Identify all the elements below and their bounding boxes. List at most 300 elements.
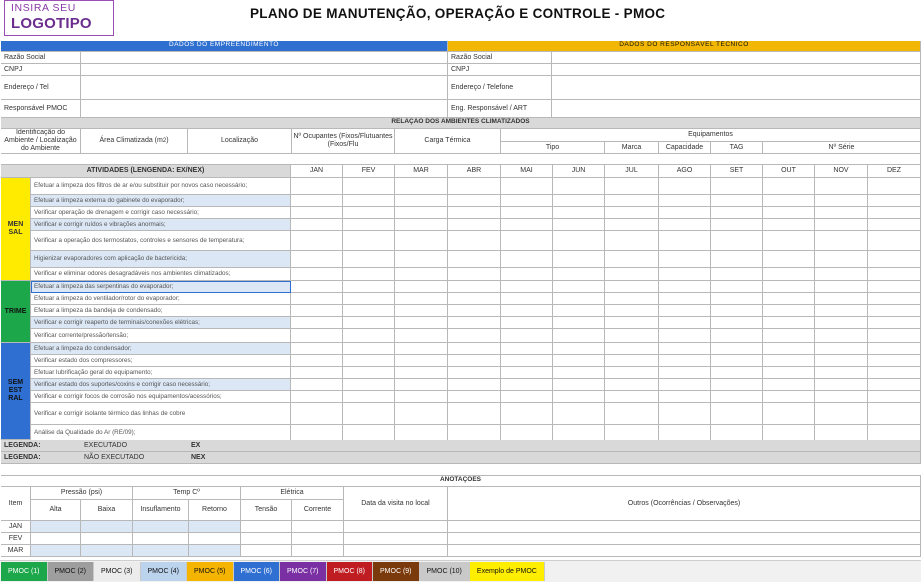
activity-cell[interactable] — [501, 195, 553, 207]
activity-cell[interactable] — [605, 178, 659, 195]
activity-cell[interactable] — [659, 178, 711, 195]
activity-cell[interactable] — [763, 281, 815, 293]
ann-hdr-outros: Outros (Ocorrências / Observações) — [448, 487, 921, 521]
activity-cell[interactable] — [343, 367, 395, 379]
activity-cell[interactable] — [501, 391, 553, 403]
activity-cell[interactable] — [711, 195, 763, 207]
activity-cell[interactable] — [763, 231, 815, 251]
ann-cell[interactable] — [292, 545, 344, 557]
activity-cell[interactable] — [868, 391, 921, 403]
resp-field-value[interactable] — [552, 100, 921, 118]
ann-cell[interactable] — [81, 521, 133, 533]
activity-cell[interactable] — [605, 317, 659, 329]
activity-cell[interactable] — [448, 391, 501, 403]
activity-label: Verificar e corrigir isolante térmico das linhas de cobre — [31, 403, 291, 425]
activity-cell[interactable] — [291, 251, 343, 268]
ann-cell[interactable] — [344, 545, 448, 557]
activity-cell[interactable] — [868, 379, 921, 391]
legend-label: LEGENDA: — [1, 452, 81, 464]
activity-cell[interactable] — [711, 281, 763, 293]
activity-cell[interactable] — [501, 281, 553, 293]
ann-cell[interactable] — [189, 533, 241, 545]
activity-cell[interactable] — [815, 281, 868, 293]
activity-cell[interactable] — [291, 379, 343, 391]
activity-cell[interactable] — [395, 317, 448, 329]
month-header: JUN — [553, 165, 605, 178]
activity-cell[interactable] — [868, 305, 921, 317]
activity-cell[interactable] — [343, 329, 395, 343]
activity-cell[interactable] — [501, 367, 553, 379]
activity-cell[interactable] — [659, 355, 711, 367]
activity-cell[interactable] — [868, 207, 921, 219]
activity-cell[interactable] — [711, 268, 763, 281]
activity-cell[interactable] — [763, 293, 815, 305]
activity-cell[interactable] — [763, 305, 815, 317]
activity-cell[interactable] — [605, 195, 659, 207]
ann-hdr-tensao: Tensão — [241, 500, 292, 521]
activity-cell[interactable] — [291, 317, 343, 329]
activity-cell[interactable] — [291, 207, 343, 219]
month-header: DEZ — [868, 165, 921, 178]
activity-cell[interactable] — [815, 329, 868, 343]
activity-cell[interactable] — [553, 355, 605, 367]
activity-cell[interactable] — [291, 391, 343, 403]
activity-cell[interactable] — [553, 379, 605, 391]
activity-cell[interactable] — [291, 178, 343, 195]
ann-cell[interactable] — [344, 521, 448, 533]
activity-cell[interactable] — [711, 403, 763, 425]
activity-cell[interactable] — [659, 195, 711, 207]
ann-cell[interactable] — [31, 533, 81, 545]
activity-cell[interactable] — [343, 268, 395, 281]
activity-cell[interactable] — [395, 391, 448, 403]
activity-cell[interactable] — [501, 293, 553, 305]
activity-cell[interactable] — [395, 403, 448, 425]
activity-cell[interactable] — [291, 329, 343, 343]
activity-cell[interactable] — [553, 195, 605, 207]
activity-cell[interactable] — [553, 251, 605, 268]
atividades-header: ATIVIDADES (LENGENDA: EX/NEX) — [1, 165, 291, 178]
activity-cell[interactable] — [343, 403, 395, 425]
activity-cell[interactable] — [868, 329, 921, 343]
activity-cell[interactable] — [553, 403, 605, 425]
activity-cell[interactable] — [343, 219, 395, 231]
activity-cell[interactable] — [553, 178, 605, 195]
activity-cell[interactable] — [501, 355, 553, 367]
activity-cell[interactable] — [711, 219, 763, 231]
legend-desc: NÃO EXECUTADO — [81, 452, 191, 464]
sheet-tab[interactable]: PMOC (10) — [420, 562, 470, 581]
sheet-tab[interactable]: PMOC (3) — [94, 562, 141, 581]
activity-cell[interactable] — [395, 219, 448, 231]
activity-cell[interactable] — [343, 317, 395, 329]
activity-cell[interactable] — [448, 355, 501, 367]
activity-cell[interactable] — [448, 293, 501, 305]
ann-cell[interactable] — [241, 533, 292, 545]
activity-cell[interactable] — [815, 367, 868, 379]
activity-cell[interactable] — [605, 251, 659, 268]
activity-cell[interactable] — [395, 379, 448, 391]
activity-cell[interactable] — [448, 403, 501, 425]
activity-cell[interactable] — [868, 281, 921, 293]
activity-cell[interactable] — [605, 281, 659, 293]
activity-cell[interactable] — [553, 207, 605, 219]
activity-cell[interactable] — [868, 317, 921, 329]
ann-cell[interactable] — [133, 533, 189, 545]
activity-cell[interactable] — [395, 367, 448, 379]
activity-cell[interactable] — [711, 305, 763, 317]
activity-cell[interactable] — [448, 379, 501, 391]
ann-cell[interactable] — [189, 545, 241, 557]
activity-cell[interactable] — [448, 281, 501, 293]
activity-cell[interactable] — [815, 379, 868, 391]
activity-cell[interactable] — [395, 231, 448, 251]
activity-cell[interactable] — [501, 329, 553, 343]
activity-cell[interactable] — [395, 293, 448, 305]
activity-cell[interactable] — [291, 231, 343, 251]
activity-cell[interactable] — [553, 305, 605, 317]
activity-cell[interactable] — [815, 403, 868, 425]
activity-label: Análise da Qualidade do Ar (RE/09); — [31, 425, 291, 442]
activity-cell[interactable] — [553, 391, 605, 403]
activity-cell[interactable] — [763, 391, 815, 403]
ann-cell[interactable] — [31, 545, 81, 557]
activity-cell[interactable] — [395, 251, 448, 268]
activity-cell[interactable] — [553, 343, 605, 355]
activity-cell[interactable] — [501, 343, 553, 355]
activity-cell[interactable] — [448, 251, 501, 268]
ann-hdr-baixa: Baixa — [81, 500, 133, 521]
activity-cell[interactable] — [501, 231, 553, 251]
ann-cell[interactable] — [344, 533, 448, 545]
activity-cell[interactable] — [291, 343, 343, 355]
activity-cell[interactable] — [763, 219, 815, 231]
resp-field-value[interactable] — [552, 76, 921, 100]
activity-cell[interactable] — [605, 219, 659, 231]
sheet-tab[interactable]: PMOC (1) — [1, 562, 48, 581]
activity-cell[interactable] — [448, 195, 501, 207]
activity-cell[interactable] — [343, 391, 395, 403]
activity-cell[interactable] — [501, 305, 553, 317]
activity-cell[interactable] — [448, 317, 501, 329]
ann-cell[interactable] — [133, 545, 189, 557]
ann-cell[interactable] — [81, 533, 133, 545]
activity-cell[interactable] — [763, 403, 815, 425]
month-header: JAN — [291, 165, 343, 178]
sheet-tab[interactable]: PMOC (7) — [280, 562, 327, 581]
activity-cell[interactable] — [501, 178, 553, 195]
activity-cell[interactable] — [659, 251, 711, 268]
activity-cell[interactable] — [868, 178, 921, 195]
ann-cell[interactable] — [292, 521, 344, 533]
activity-cell[interactable] — [291, 268, 343, 281]
activity-cell[interactable] — [659, 391, 711, 403]
activity-cell[interactable] — [815, 231, 868, 251]
activity-cell[interactable] — [763, 379, 815, 391]
activity-cell[interactable] — [815, 178, 868, 195]
activity-cell[interactable] — [395, 281, 448, 293]
activity-cell[interactable] — [659, 268, 711, 281]
activity-cell[interactable] — [868, 251, 921, 268]
activity-cell[interactable] — [343, 355, 395, 367]
activity-cell[interactable] — [553, 367, 605, 379]
ann-cell[interactable] — [241, 545, 292, 557]
activity-cell[interactable] — [448, 305, 501, 317]
activity-cell[interactable] — [501, 403, 553, 425]
activity-cell[interactable] — [291, 219, 343, 231]
activity-cell[interactable] — [448, 343, 501, 355]
ann-cell[interactable] — [189, 521, 241, 533]
activity-cell[interactable] — [763, 268, 815, 281]
activity-cell[interactable] — [553, 219, 605, 231]
activity-cell[interactable] — [868, 367, 921, 379]
activity-cell[interactable] — [659, 379, 711, 391]
activity-cell[interactable] — [395, 355, 448, 367]
activity-cell[interactable] — [868, 268, 921, 281]
ann-cell[interactable] — [448, 521, 921, 533]
hdr-tipo: Tipo — [501, 142, 605, 154]
month-header: JUL — [605, 165, 659, 178]
activity-cell[interactable] — [659, 231, 711, 251]
activity-cell[interactable] — [815, 219, 868, 231]
activity-cell[interactable] — [763, 178, 815, 195]
activity-label: Verificar e corrigir ruídos e vibrações anormais; — [31, 219, 291, 231]
hdr-marca: Marca — [605, 142, 659, 154]
activity-cell[interactable] — [711, 178, 763, 195]
activity-cell[interactable] — [291, 195, 343, 207]
activity-cell[interactable] — [501, 219, 553, 231]
activity-cell[interactable] — [395, 305, 448, 317]
activity-cell[interactable] — [343, 343, 395, 355]
activity-cell[interactable] — [291, 305, 343, 317]
resp-field-label: CNPJ — [448, 64, 552, 76]
sheet-tab[interactable]: PMOC (6) — [234, 562, 281, 581]
activity-cell[interactable] — [291, 355, 343, 367]
ambiente-empty-row[interactable] — [1, 154, 921, 165]
activity-cell[interactable] — [868, 219, 921, 231]
activity-cell[interactable] — [605, 231, 659, 251]
activity-label: Efetuar a limpeza dos filtros de ar e/ou substituir por novos caso necessário; — [31, 178, 291, 195]
activity-cell[interactable] — [553, 231, 605, 251]
activity-cell[interactable] — [448, 207, 501, 219]
activity-cell[interactable] — [711, 293, 763, 305]
activity-cell[interactable] — [659, 305, 711, 317]
activity-cell[interactable] — [501, 207, 553, 219]
month-header: OUT — [763, 165, 815, 178]
activity-cell[interactable] — [291, 403, 343, 425]
activity-cell[interactable] — [605, 391, 659, 403]
activity-cell[interactable] — [763, 343, 815, 355]
activity-cell[interactable] — [448, 367, 501, 379]
ann-cell[interactable] — [241, 521, 292, 533]
activity-cell[interactable] — [711, 367, 763, 379]
activity-cell[interactable] — [711, 391, 763, 403]
ann-month: JAN — [1, 521, 31, 533]
spacer-row — [1, 464, 921, 476]
activity-cell[interactable] — [501, 251, 553, 268]
activity-cell[interactable] — [553, 281, 605, 293]
emp-field-value[interactable] — [81, 76, 448, 100]
ann-month: FEV — [1, 533, 31, 545]
activity-cell[interactable] — [815, 355, 868, 367]
activity-cell[interactable] — [868, 355, 921, 367]
activity-label: Verificar estado dos compressores; — [31, 355, 291, 367]
activity-cell[interactable] — [395, 178, 448, 195]
activity-cell[interactable] — [815, 317, 868, 329]
sheet-tab[interactable]: PMOC (5) — [187, 562, 234, 581]
activity-cell[interactable] — [763, 329, 815, 343]
page-title: PLANO DE MANUTENÇÃO, OPERAÇÃO E CONTROLE - PMOC — [250, 6, 666, 21]
activity-cell[interactable] — [343, 281, 395, 293]
activity-cell[interactable] — [395, 207, 448, 219]
activity-cell[interactable] — [501, 379, 553, 391]
ann-cell[interactable] — [81, 545, 133, 557]
sheet-tab[interactable]: PMOC (8) — [327, 562, 374, 581]
activity-cell[interactable] — [343, 231, 395, 251]
activity-cell[interactable] — [395, 268, 448, 281]
activity-cell[interactable] — [605, 329, 659, 343]
activity-cell[interactable] — [711, 251, 763, 268]
activity-cell[interactable] — [868, 293, 921, 305]
activity-cell[interactable] — [659, 317, 711, 329]
activity-cell[interactable] — [395, 343, 448, 355]
activity-cell[interactable] — [448, 268, 501, 281]
activity-cell[interactable] — [763, 317, 815, 329]
activity-cell[interactable] — [343, 379, 395, 391]
group-semestral — [1, 343, 31, 440]
emp-field-value[interactable] — [81, 64, 448, 76]
activity-cell[interactable] — [448, 219, 501, 231]
activity-cell[interactable] — [659, 293, 711, 305]
emp-field-label: Endereço / Tel — [1, 76, 81, 100]
activity-cell[interactable] — [605, 268, 659, 281]
activity-cell[interactable] — [763, 355, 815, 367]
sheet-tab[interactable]: PMOC (2) — [48, 562, 95, 581]
activity-cell[interactable] — [291, 367, 343, 379]
activity-cell[interactable] — [553, 329, 605, 343]
activity-cell[interactable] — [605, 207, 659, 219]
activity-cell[interactable] — [605, 403, 659, 425]
legend-code: NEX — [191, 452, 251, 464]
activity-cell[interactable] — [815, 268, 868, 281]
activity-cell[interactable] — [659, 367, 711, 379]
activity-cell[interactable] — [711, 355, 763, 367]
activity-cell[interactable] — [659, 403, 711, 425]
activity-cell[interactable] — [291, 293, 343, 305]
activity-cell[interactable] — [553, 293, 605, 305]
activity-cell[interactable] — [868, 403, 921, 425]
activity-cell[interactable] — [815, 207, 868, 219]
activity-cell[interactable] — [763, 207, 815, 219]
activity-cell[interactable] — [343, 195, 395, 207]
activity-cell[interactable] — [553, 317, 605, 329]
activity-cell[interactable] — [711, 329, 763, 343]
activity-cell[interactable] — [711, 379, 763, 391]
activity-cell[interactable] — [605, 379, 659, 391]
activity-cell[interactable] — [501, 317, 553, 329]
activity-cell[interactable] — [343, 293, 395, 305]
activity-cell[interactable] — [815, 305, 868, 317]
activity-label: Verificar corrente/pressão/tensão; — [31, 329, 291, 343]
activity-cell[interactable] — [501, 268, 553, 281]
activity-label: Efetuar a limpeza externa do gabinete do evaporador; — [31, 195, 291, 207]
activity-label: Verificar a operação dos termostatos, controles e sensores de temperatura; — [31, 231, 291, 251]
ann-hdr-corrente: Corrente — [292, 500, 344, 521]
activity-label: Verificar e corrigir reaperto de terminais/conexões elétricas; — [31, 317, 291, 329]
activity-cell[interactable] — [711, 343, 763, 355]
activity-cell[interactable] — [291, 281, 343, 293]
activity-cell[interactable] — [711, 207, 763, 219]
activity-label: Verificar estado dos suportes/coxins e corrigir caso necessário; — [31, 379, 291, 391]
activity-cell[interactable] — [659, 281, 711, 293]
activity-cell[interactable] — [395, 195, 448, 207]
ann-cell[interactable] — [133, 521, 189, 533]
hdr-carga: Carga Térmica — [395, 129, 501, 154]
activity-cell[interactable] — [815, 391, 868, 403]
activity-cell[interactable] — [605, 293, 659, 305]
emp-field-value[interactable] — [81, 100, 448, 118]
resp-field-value[interactable] — [552, 64, 921, 76]
sheet-tab[interactable]: Exemplo de PMOC — [470, 562, 545, 581]
activity-cell[interactable] — [763, 195, 815, 207]
ann-cell[interactable] — [31, 521, 81, 533]
activity-cell[interactable] — [815, 293, 868, 305]
activity-cell[interactable] — [395, 329, 448, 343]
activity-cell[interactable] — [868, 195, 921, 207]
activity-cell[interactable] — [815, 343, 868, 355]
emp-field-value[interactable] — [81, 52, 448, 64]
activity-cell[interactable] — [448, 178, 501, 195]
activity-cell[interactable] — [868, 231, 921, 251]
activity-cell[interactable] — [343, 207, 395, 219]
ann-cell[interactable] — [448, 545, 921, 557]
hdr-capacidade: Capacidade — [659, 142, 711, 154]
ann-hdr-item: Item — [1, 487, 31, 521]
activity-cell[interactable] — [868, 343, 921, 355]
activity-cell[interactable] — [343, 305, 395, 317]
sheet-tab[interactable]: PMOC (4) — [141, 562, 188, 581]
activity-cell[interactable] — [605, 367, 659, 379]
activity-cell[interactable] — [343, 178, 395, 195]
activity-cell[interactable] — [553, 268, 605, 281]
group-trimestral-label: TRIME — [4, 307, 27, 315]
activity-cell[interactable] — [659, 329, 711, 343]
ann-cell[interactable] — [448, 533, 921, 545]
ann-cell[interactable] — [292, 533, 344, 545]
legend-desc: EXECUTADO — [81, 440, 191, 452]
resp-field-label: Eng. Responsável / ART — [448, 100, 552, 118]
activity-cell[interactable] — [711, 231, 763, 251]
activity-cell[interactable] — [343, 251, 395, 268]
activity-cell[interactable] — [763, 251, 815, 268]
group-semestral-label: SEMESTRAL — [7, 379, 24, 402]
activity-cell[interactable] — [605, 305, 659, 317]
activity-cell[interactable] — [605, 343, 659, 355]
activity-cell[interactable] — [711, 317, 763, 329]
activity-cell[interactable] — [763, 367, 815, 379]
activity-cell[interactable] — [448, 231, 501, 251]
resp-field-value[interactable] — [552, 52, 921, 64]
activity-cell[interactable] — [659, 343, 711, 355]
activity-cell[interactable] — [659, 207, 711, 219]
sheet-tab[interactable]: PMOC (9) — [373, 562, 420, 581]
resp-field-label: Razão Social — [448, 52, 552, 64]
activity-cell[interactable] — [815, 251, 868, 268]
activity-cell[interactable] — [605, 355, 659, 367]
activity-cell[interactable] — [815, 195, 868, 207]
activity-cell[interactable] — [659, 219, 711, 231]
activity-cell[interactable] — [448, 329, 501, 343]
